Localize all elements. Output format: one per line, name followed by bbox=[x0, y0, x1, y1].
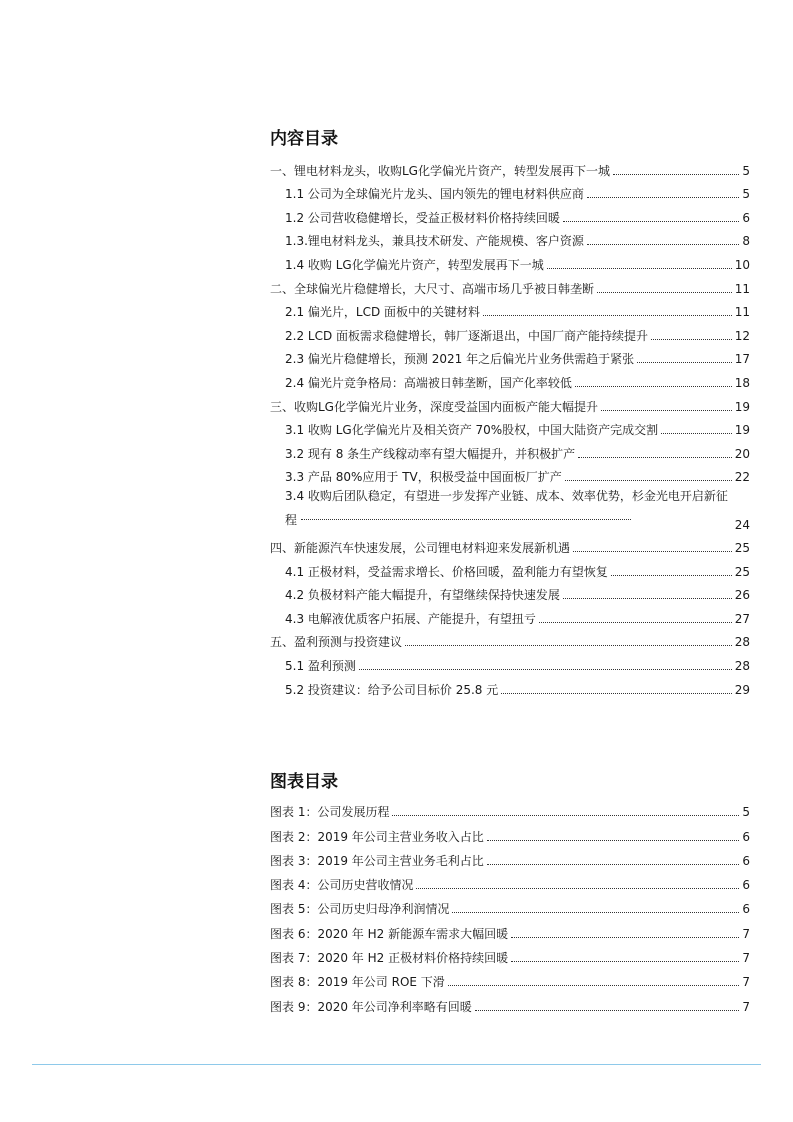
figure-entry[interactable] bbox=[270, 990, 750, 1014]
toc-entry-page: 12 bbox=[734, 328, 750, 343]
toc-entry-text: 四、新能源汽车快速发展，公司锂电材料迎来发展新机遇 bbox=[270, 541, 571, 556]
toc-entry-page: 26 bbox=[734, 588, 750, 603]
toc-entry-text: 2.3 偏光片稳健增长，预测 2021 年之后偏光片业务供需趋于紧张 bbox=[285, 352, 635, 367]
toc-entry[interactable] bbox=[270, 391, 750, 415]
dot-leader bbox=[511, 937, 739, 938]
toc-entry[interactable] bbox=[270, 367, 750, 391]
figure-entry-text: 图表 3：2019 年公司主营业务毛利占比 bbox=[270, 853, 484, 868]
toc-entry[interactable] bbox=[270, 415, 750, 439]
toc-entry-text: 1.1 公司为全球偏光片龙头、国内领先的锂电材料供应商 bbox=[285, 187, 584, 202]
toc-entry[interactable] bbox=[270, 533, 750, 557]
toc-entry[interactable] bbox=[270, 650, 750, 674]
toc-entry[interactable] bbox=[270, 249, 750, 273]
figure-entry-text: 图表 8：2019 年公司 ROE 下滑 bbox=[270, 975, 445, 990]
toc-entry-page: 5 bbox=[742, 187, 750, 202]
figure-entry-page: 7 bbox=[742, 975, 750, 990]
toc-entry-page: 25 bbox=[734, 564, 750, 579]
figure-entry[interactable] bbox=[270, 917, 750, 941]
toc-entry[interactable] bbox=[270, 627, 750, 651]
dot-leader bbox=[359, 669, 732, 670]
toc-entry[interactable] bbox=[270, 580, 750, 604]
toc-entry-text: 4.1 正极材料，受益需求增长、价格回暖，盈利能力有望恢复 bbox=[285, 564, 608, 579]
toc-entry-text: 3.1 收购 LG化学偏光片及相关资产 70%股权，中国大陆资产完成交割 bbox=[285, 423, 659, 438]
dot-leader bbox=[452, 912, 739, 913]
dot-leader bbox=[392, 815, 739, 816]
dot-leader bbox=[483, 315, 732, 316]
dot-leader bbox=[563, 598, 732, 599]
dot-leader bbox=[539, 622, 732, 623]
toc-entry-text: 5.2 投资建议：给予公司目标价 25.8 元 bbox=[285, 682, 499, 697]
toc-entry[interactable] bbox=[270, 462, 750, 486]
figure-entry-text: 图表 9：2020 年公司净利率略有回暖 bbox=[270, 999, 472, 1014]
footer-divider bbox=[32, 1064, 761, 1065]
toc-entry[interactable] bbox=[270, 273, 750, 297]
figure-entry[interactable] bbox=[270, 820, 750, 844]
figure-entry[interactable] bbox=[270, 796, 750, 820]
toc-entry-text: 1.3.锂电材料龙头，兼具技术研发、产能规模、客户资源 bbox=[285, 234, 584, 249]
dot-leader bbox=[301, 519, 631, 520]
toc-entry-page: 29 bbox=[734, 682, 750, 697]
toc-entry-page: 11 bbox=[734, 305, 750, 320]
figure-entry-page: 7 bbox=[742, 926, 750, 941]
figure-entry-page: 6 bbox=[742, 878, 750, 893]
dot-leader bbox=[578, 457, 732, 458]
dot-leader bbox=[613, 174, 739, 175]
figure-list bbox=[270, 796, 750, 1015]
toc-entry-page: 10 bbox=[734, 257, 750, 272]
dot-leader bbox=[501, 693, 731, 694]
toc-entry[interactable] bbox=[270, 344, 750, 368]
toc-entry-page: 20 bbox=[734, 446, 750, 461]
dot-leader bbox=[487, 864, 740, 865]
toc-title: 内容目录 bbox=[270, 129, 338, 149]
dot-leader bbox=[601, 410, 732, 411]
figure-entry-text: 图表 1：公司发展历程 bbox=[270, 805, 390, 820]
toc-entry-text: 2.4 偏光片竞争格局：高端被日韩垄断，国产化率较低 bbox=[285, 375, 572, 390]
toc-entry-text: 二、全球偏光片稳健增长，大尺寸、高端市场几乎被日韩垄断 bbox=[270, 281, 595, 296]
toc-entry[interactable] bbox=[270, 603, 750, 627]
figure-entry[interactable] bbox=[270, 942, 750, 966]
toc-entry-text: 3.4 收购后团队稳定，有望进一步发挥产业链、成本、效率优势，杉金光电开启新征程 bbox=[285, 489, 728, 527]
toc-entry-text: 1.4 收购 LG化学偏光片资产，转型发展再下一城 bbox=[285, 257, 544, 272]
figure-entry-page: 6 bbox=[742, 853, 750, 868]
figure-entry-text: 图表 7：2020 年 H2 正极材料价格持续回暖 bbox=[270, 951, 509, 966]
figure-entry-text: 图表 6：2020 年 H2 新能源车需求大幅回暖 bbox=[270, 926, 509, 941]
toc-entry-text: 4.2 负极材料产能大幅提升，有望继续保持快速发展 bbox=[285, 588, 560, 603]
figure-entry-text: 图表 5：公司历史归母净利润情况 bbox=[270, 902, 450, 917]
figure-entry-page: 7 bbox=[742, 999, 750, 1014]
dot-leader bbox=[597, 292, 732, 293]
figure-list-title: 图表目录 bbox=[270, 772, 338, 792]
toc-entry[interactable] bbox=[270, 202, 750, 226]
figure-entry[interactable] bbox=[270, 869, 750, 893]
toc-entry[interactable] bbox=[270, 674, 750, 698]
dot-leader bbox=[573, 551, 732, 552]
dot-leader bbox=[511, 961, 739, 962]
toc-entry-page: 6 bbox=[742, 210, 750, 225]
toc-entry-text: 一、锂电材料龙头，收购LG化学偏光片资产，转型发展再下一城 bbox=[270, 163, 610, 178]
toc-entry-page: 25 bbox=[734, 541, 750, 556]
figure-entry-page: 6 bbox=[742, 902, 750, 917]
toc-entry-text: 1.2 公司营收稳健增长，受益正极材料价格持续回暖 bbox=[285, 210, 560, 225]
toc-entry-page: 8 bbox=[742, 234, 750, 249]
toc-entry-page: 22 bbox=[734, 470, 750, 485]
dot-leader bbox=[563, 221, 739, 222]
toc-entry-text: 三、收购LG化学偏光片业务，深度受益国内面板产能大幅提升 bbox=[270, 399, 598, 414]
dot-leader bbox=[611, 575, 732, 576]
toc-entry[interactable] bbox=[270, 155, 750, 179]
dot-leader bbox=[587, 244, 739, 245]
figure-entry-page: 5 bbox=[742, 805, 750, 820]
toc-entry[interactable] bbox=[270, 320, 750, 344]
dot-leader bbox=[637, 362, 732, 363]
dot-leader bbox=[587, 197, 739, 198]
toc-entry-page: 19 bbox=[734, 423, 750, 438]
figure-entry[interactable] bbox=[270, 893, 750, 917]
toc-entry-page: 28 bbox=[734, 635, 750, 650]
figure-entry[interactable] bbox=[270, 966, 750, 990]
dot-leader bbox=[565, 480, 732, 481]
dot-leader bbox=[448, 985, 740, 986]
toc-entry[interactable] bbox=[270, 226, 750, 250]
toc-entry-page: 17 bbox=[734, 352, 750, 367]
dot-leader bbox=[575, 386, 732, 387]
toc-entry-text: 3.3 产品 80%应用于 TV，积极受益中国面板厂扩产 bbox=[285, 470, 562, 485]
toc-entry[interactable] bbox=[270, 556, 750, 580]
toc-entry-text: 4.3 电解液优质客户拓展、产能提升，有望扭亏 bbox=[285, 611, 536, 626]
toc-entry-text: 2.2 LCD 面板需求稳健增长，韩厂逐渐退出，中国厂商产能持续提升 bbox=[285, 328, 649, 343]
dot-leader bbox=[651, 339, 732, 340]
toc-entry-page: 11 bbox=[734, 281, 750, 296]
toc-entry[interactable] bbox=[270, 179, 750, 203]
toc-entry-page: 5 bbox=[742, 163, 750, 178]
toc-entry-text: 5.1 盈利预测 bbox=[285, 659, 356, 674]
figure-entry[interactable] bbox=[270, 845, 750, 869]
toc-entry-page: 27 bbox=[734, 611, 750, 626]
figure-entry-text: 图表 2：2019 年公司主营业务收入占比 bbox=[270, 829, 484, 844]
dot-leader bbox=[547, 268, 732, 269]
dot-leader bbox=[487, 840, 740, 841]
dot-leader bbox=[416, 888, 739, 889]
toc-entry-page: 18 bbox=[734, 375, 750, 390]
toc-entry-page: 24 bbox=[734, 517, 750, 532]
toc-entry[interactable] bbox=[270, 438, 750, 462]
dot-leader bbox=[661, 433, 732, 434]
toc-entry[interactable] bbox=[270, 485, 750, 532]
toc-list bbox=[270, 155, 750, 698]
toc-entry-text: 3.2 现有 8 条生产线稼动率有望大幅提升，并积极扩产 bbox=[285, 446, 576, 461]
figure-entry-page: 7 bbox=[742, 951, 750, 966]
toc-entry[interactable] bbox=[270, 297, 750, 321]
toc-entry-page: 19 bbox=[734, 399, 750, 414]
toc-entry-text: 2.1 偏光片，LCD 面板中的关键材料 bbox=[285, 305, 481, 320]
dot-leader bbox=[405, 645, 732, 646]
dot-leader bbox=[475, 1010, 740, 1011]
toc-entry-page: 28 bbox=[734, 659, 750, 674]
figure-entry-page: 6 bbox=[742, 829, 750, 844]
toc-entry-text: 五、盈利预测与投资建议 bbox=[270, 635, 403, 650]
figure-entry-text: 图表 4：公司历史营收情况 bbox=[270, 878, 414, 893]
